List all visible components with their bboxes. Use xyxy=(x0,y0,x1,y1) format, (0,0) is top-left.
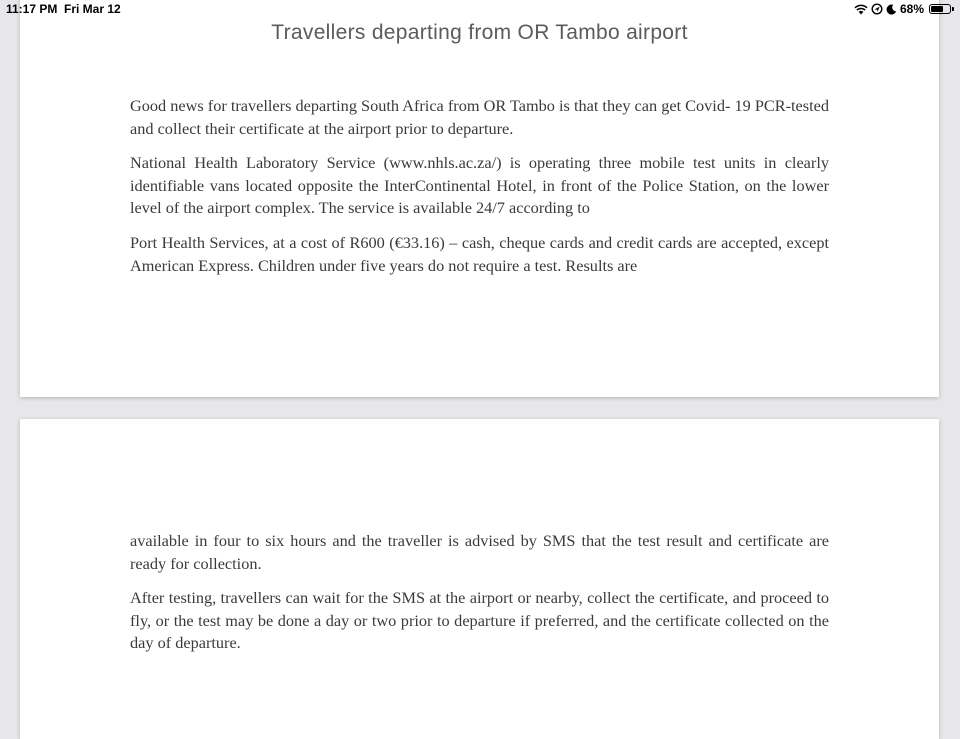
document-page-1[interactable] xyxy=(20,0,939,397)
wifi-icon xyxy=(854,4,868,15)
paragraph: Good news for travellers departing South Africa from OR Tambo is that they can get Covid- 19 PCR-tested and collect their certificate at the airport prior to departure. xyxy=(130,96,829,138)
status-bar xyxy=(0,0,960,19)
status-date: Fri Mar 12 xyxy=(64,2,121,16)
status-indicators xyxy=(854,2,951,16)
battery-icon xyxy=(929,4,951,14)
battery-fill xyxy=(931,6,943,12)
location-icon xyxy=(871,3,883,15)
moon-icon xyxy=(886,4,897,15)
status-time: 11:17 PM xyxy=(6,2,58,16)
paragraph: After testing, travellers can wait for the SMS at the airport or nearby, collect the certificate, and proceed to fly, or the test may be done a day or two prior to departure if preferred, and the certificate collected on the day of departure. xyxy=(130,588,829,652)
document-title: Travellers departing from OR Tambo airport xyxy=(271,21,688,44)
paragraph: available in four to six hours and the traveller is advised by SMS that the test result and certificate are ready for collection. xyxy=(130,531,829,573)
battery-percent: 68% xyxy=(899,2,924,16)
paragraph: National Health Laboratory Service (www.nhls.ac.za/) is operating three mobile test units in clearly identifiable vans located opposite the InterContinental Hotel, in front of the Police Station, on the lower level of the airport complex. The service is available 24/7 according to xyxy=(130,153,829,217)
paragraph: Port Health Services, at a cost of R600 (€33.16) – cash, cheque cards and credit cards are accepted, except American Express. Children under five years do not require a test. Results are xyxy=(130,233,829,275)
document-page-2[interactable] xyxy=(20,419,939,739)
